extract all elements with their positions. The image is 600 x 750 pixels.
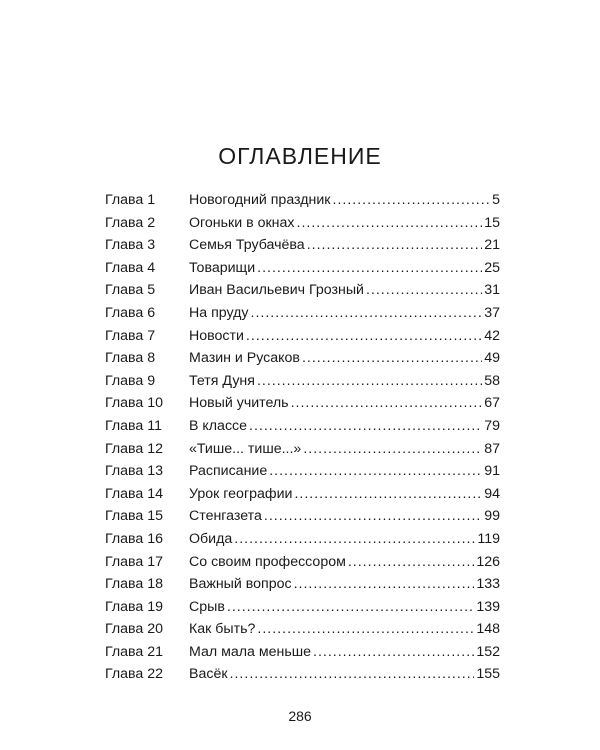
chapter-number: Глава 19 xyxy=(105,598,164,615)
chapter-title: Огоньки в окнах xyxy=(189,214,295,231)
chapter-title: Обида xyxy=(189,530,233,547)
chapter-page: 126 xyxy=(476,553,500,570)
toc-entry xyxy=(105,644,500,667)
chapter-number: Глава 15 xyxy=(105,508,164,525)
toc-entry xyxy=(105,531,500,554)
chapter-number: Глава 9 xyxy=(105,372,156,389)
chapter-page: 87 xyxy=(484,440,500,457)
chapter-page: 31 xyxy=(484,282,500,299)
toc-entry xyxy=(105,554,500,577)
chapter-title: Новогодний праздник xyxy=(189,192,331,208)
chapter-number: Глава 2 xyxy=(105,214,156,231)
chapter-number: Глава 5 xyxy=(105,282,156,299)
chapter-title: Новости xyxy=(189,327,244,344)
chapter-page: 49 xyxy=(484,350,500,367)
chapter-title: Васёк xyxy=(189,666,228,683)
chapter-title: Новый учитель xyxy=(189,395,289,412)
chapter-title: Срыв xyxy=(189,598,225,615)
toc-title: ОГЛАВЛЕНИЕ xyxy=(218,143,382,169)
dot-leader xyxy=(333,192,491,208)
dot-leader xyxy=(257,373,482,389)
dot-leader xyxy=(264,508,482,524)
chapter-page: 25 xyxy=(484,259,500,276)
chapter-number: Глава 10 xyxy=(105,395,164,412)
dot-leader xyxy=(366,282,482,298)
chapter-number: Глава 12 xyxy=(105,440,164,457)
chapter-page: 91 xyxy=(484,463,500,480)
dot-leader xyxy=(269,463,482,479)
chapter-title: Важный вопрос xyxy=(189,576,292,593)
chapter-page: 5 xyxy=(492,192,500,208)
chapter-page: 67 xyxy=(484,395,500,412)
chapter-title: Урок географии xyxy=(189,485,293,502)
chapter-page: 15 xyxy=(484,214,500,231)
chapter-number: Глава 16 xyxy=(105,530,164,547)
toc-entry xyxy=(105,599,500,622)
toc-entry xyxy=(105,621,500,644)
chapter-number: Глава 13 xyxy=(105,463,164,480)
chapter-title: Мал мала меньше xyxy=(189,643,311,660)
dot-leader xyxy=(230,666,475,682)
toc-entry xyxy=(105,192,500,215)
chapter-title: «Тише... тише...» xyxy=(189,440,302,457)
chapter-number: Глава 3 xyxy=(105,237,156,254)
toc-entry xyxy=(105,350,500,373)
chapter-title: Тетя Дуня xyxy=(189,372,255,389)
dot-leader xyxy=(307,237,483,253)
chapter-number: Глава 8 xyxy=(105,350,156,367)
chapter-page: 99 xyxy=(484,508,500,525)
toc-entry xyxy=(105,395,500,418)
dot-leader xyxy=(257,260,482,276)
chapter-title: Стенгазета xyxy=(189,508,262,525)
chapter-title: Товарищи xyxy=(189,259,256,276)
toc-entry xyxy=(105,215,500,238)
dot-leader xyxy=(251,305,483,321)
dot-leader xyxy=(303,441,482,457)
chapter-title: В классе xyxy=(189,417,248,434)
chapter-title: На пруду xyxy=(189,304,249,321)
toc-entry xyxy=(105,305,500,328)
chapter-number: Глава 4 xyxy=(105,259,156,276)
chapter-number: Глава 22 xyxy=(105,666,164,683)
chapter-number: Глава 18 xyxy=(105,576,164,593)
chapter-page: 58 xyxy=(484,372,500,389)
toc-entry xyxy=(105,576,500,599)
chapter-page: 155 xyxy=(476,666,500,683)
chapter-page: 148 xyxy=(476,621,500,638)
chapter-number: Глава 1 xyxy=(105,192,156,208)
dot-leader xyxy=(234,531,475,547)
toc-entry xyxy=(105,373,500,396)
dot-leader xyxy=(246,328,482,344)
chapter-number: Глава 14 xyxy=(105,485,164,502)
toc-entry xyxy=(105,260,500,283)
page-number: 286 xyxy=(288,708,312,724)
dot-leader xyxy=(249,418,482,434)
chapter-number: Глава 17 xyxy=(105,553,164,570)
dot-leader xyxy=(257,621,474,637)
chapter-title: Как быть? xyxy=(189,621,256,638)
toc-entry xyxy=(105,237,500,260)
chapter-page: 133 xyxy=(476,576,500,593)
chapter-title: Со своим профессором xyxy=(189,553,346,570)
table-of-contents xyxy=(105,192,500,689)
toc-entry xyxy=(105,418,500,441)
chapter-number: Глава 7 xyxy=(105,327,156,344)
toc-entry xyxy=(105,508,500,531)
dot-leader xyxy=(302,350,482,366)
toc-entry xyxy=(105,666,500,689)
chapter-page: 42 xyxy=(484,327,500,344)
chapter-number: Глава 21 xyxy=(105,643,164,660)
chapter-title: Семья Трубачёва xyxy=(189,237,305,254)
chapter-page: 119 xyxy=(477,530,500,547)
dot-leader xyxy=(294,486,482,502)
chapter-page: 79 xyxy=(484,417,500,434)
chapter-page: 152 xyxy=(476,643,500,660)
dot-leader xyxy=(348,554,474,570)
chapter-title: Иван Васильевич Грозный xyxy=(189,282,364,299)
chapter-title: Мазин и Русаков xyxy=(189,350,300,367)
chapter-number: Глава 11 xyxy=(105,417,162,434)
chapter-page: 37 xyxy=(484,304,500,321)
chapter-title: Расписание xyxy=(189,463,268,480)
chapter-number: Глава 6 xyxy=(105,304,156,321)
dot-leader xyxy=(313,644,474,660)
dot-leader xyxy=(297,215,483,231)
dot-leader xyxy=(291,395,483,411)
dot-leader xyxy=(227,599,474,615)
chapter-page: 21 xyxy=(484,237,500,254)
toc-entry xyxy=(105,463,500,486)
toc-entry xyxy=(105,282,500,305)
chapter-number: Глава 20 xyxy=(105,621,164,638)
toc-entry xyxy=(105,486,500,509)
toc-entry xyxy=(105,328,500,351)
chapter-page: 139 xyxy=(476,598,500,615)
chapter-page: 94 xyxy=(484,485,500,502)
dot-leader xyxy=(294,576,475,592)
toc-entry xyxy=(105,441,500,464)
